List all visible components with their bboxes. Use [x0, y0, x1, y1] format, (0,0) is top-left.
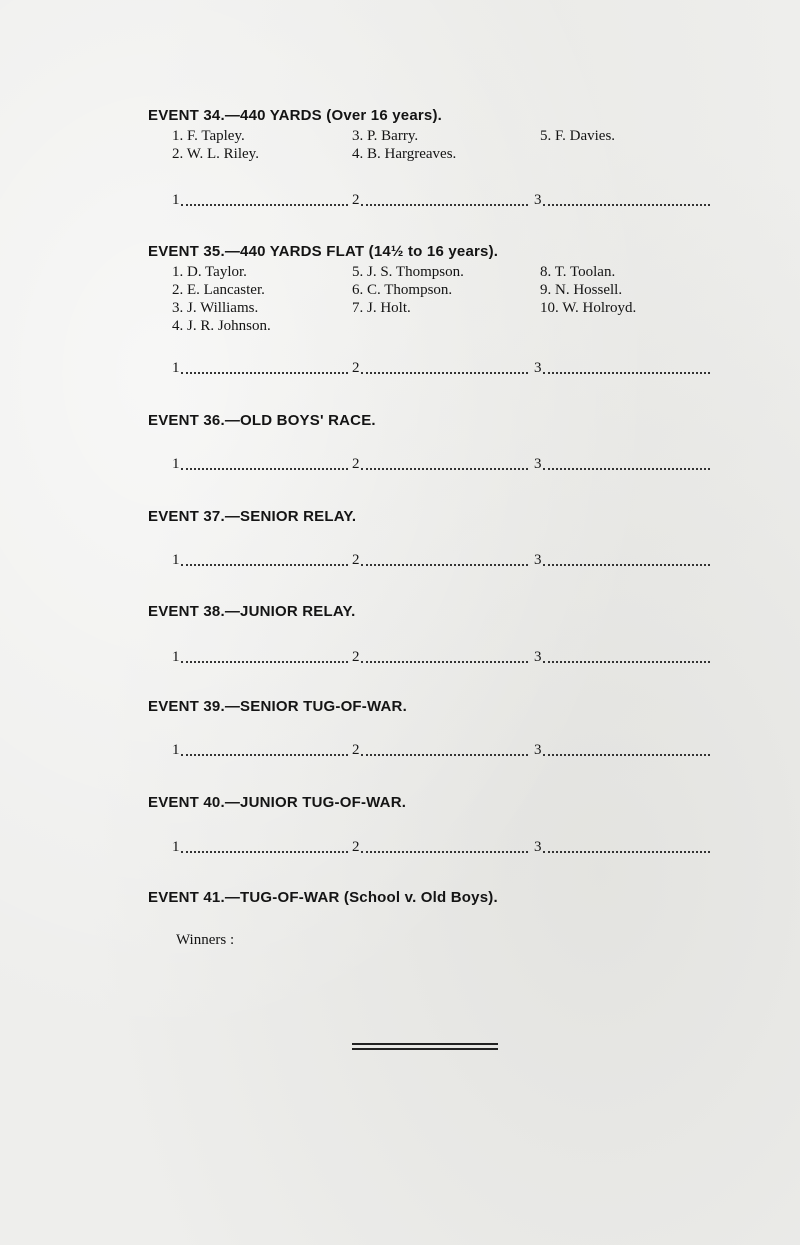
- dotted-line: [361, 468, 528, 470]
- dotted-line: [181, 204, 348, 206]
- event-heading: EVENT 39.—SENIOR TUG-OF-WAR.: [148, 698, 407, 715]
- entrant-name: 6. C. Thompson.: [352, 282, 453, 298]
- entrant-name: 8. T. Toolan.: [540, 264, 616, 280]
- placing-slot: [172, 454, 348, 474]
- event-heading: EVENT 36.—OLD BOYS' RACE.: [148, 412, 376, 429]
- dotted-line: [361, 564, 528, 566]
- placing-slot: [352, 358, 528, 378]
- placing-slot: [172, 837, 348, 857]
- placing-number: 1: [172, 360, 180, 376]
- placing-number: 1: [172, 649, 180, 665]
- placing-slot: [172, 647, 348, 667]
- dotted-line: [181, 661, 348, 663]
- placings-row: [148, 454, 728, 476]
- placing-slot: [534, 647, 710, 667]
- dotted-line: [181, 372, 348, 374]
- placing-number: 2: [352, 839, 360, 855]
- placing-number: 3: [534, 649, 542, 665]
- placing-number: 2: [352, 649, 360, 665]
- entrant-name: 3. J. Williams.: [172, 300, 259, 316]
- dotted-line: [181, 564, 348, 566]
- event-block: [148, 507, 728, 568]
- placing-number: 2: [352, 360, 360, 376]
- dotted-line: [361, 851, 528, 853]
- placings-row: [148, 358, 728, 380]
- placing-slot: [534, 550, 710, 570]
- placing-slot: [172, 550, 348, 570]
- placing-slot: [534, 454, 710, 474]
- entrant-name: 4. B. Hargreaves.: [352, 146, 457, 162]
- placing-number: 2: [352, 456, 360, 472]
- event-heading: EVENT 34.—440 YARDS (Over 16 years).: [148, 107, 443, 124]
- placing-slot: [352, 740, 528, 760]
- dotted-line: [181, 754, 348, 756]
- event-heading: EVENT 38.—JUNIOR RELAY.: [148, 603, 356, 620]
- placing-slot: [534, 190, 710, 210]
- placing-number: 2: [352, 742, 360, 758]
- placings-row: [148, 837, 728, 859]
- placing-number: 2: [352, 552, 360, 568]
- entrants-list: [148, 128, 728, 164]
- dotted-line: [543, 661, 710, 663]
- placing-number: 3: [534, 456, 542, 472]
- entrant-name: 2. W. L. Riley.: [172, 146, 259, 162]
- placing-slot: [172, 190, 348, 210]
- dotted-line: [181, 468, 348, 470]
- winners-label: Winners :: [176, 932, 235, 948]
- dotted-line: [543, 372, 710, 374]
- event-block: [148, 602, 728, 665]
- placing-number: 3: [534, 742, 542, 758]
- entrant-name: 1. D. Taylor.: [172, 264, 247, 280]
- placing-slot: [352, 837, 528, 857]
- placings-row: [148, 740, 728, 762]
- event-block: [148, 888, 728, 908]
- entrant-name: 3. P. Barry.: [352, 128, 419, 144]
- dotted-line: [361, 661, 528, 663]
- event-block: [148, 411, 728, 472]
- placing-number: 2: [352, 192, 360, 208]
- placing-number: 1: [172, 192, 180, 208]
- dotted-line: [543, 468, 710, 470]
- event-block: [148, 242, 728, 376]
- event-heading: EVENT 35.—440 YARDS FLAT (14½ to 16 years).: [148, 243, 499, 260]
- placings-row: [148, 647, 728, 669]
- placing-slot: [172, 740, 348, 760]
- dotted-line: [361, 204, 528, 206]
- placing-slot: [534, 740, 710, 760]
- placing-number: 3: [534, 552, 542, 568]
- event-block: [148, 697, 728, 758]
- dotted-line: [361, 372, 528, 374]
- rule-line-top: [352, 1043, 498, 1045]
- entrant-name: 4. J. R. Johnson.: [172, 318, 271, 334]
- entrant-name: 5. F. Davies.: [540, 128, 616, 144]
- placing-number: 3: [534, 360, 542, 376]
- event-block: [148, 106, 728, 208]
- dotted-line: [543, 204, 710, 206]
- placing-slot: [172, 358, 348, 378]
- placing-number: 1: [172, 456, 180, 472]
- placings-row: [148, 190, 728, 212]
- dotted-line: [543, 754, 710, 756]
- event-heading: EVENT 37.—SENIOR RELAY.: [148, 508, 357, 525]
- entrant-name: 5. J. S. Thompson.: [352, 264, 464, 280]
- placing-number: 3: [534, 192, 542, 208]
- entrant-name: 10. W. Holroyd.: [540, 300, 637, 316]
- event-heading: EVENT 40.—JUNIOR TUG-OF-WAR.: [148, 794, 407, 811]
- placing-slot: [352, 190, 528, 210]
- placings-row: [148, 550, 728, 572]
- placing-number: 3: [534, 839, 542, 855]
- entrant-name: 7. J. Holt.: [352, 300, 411, 316]
- dotted-line: [181, 851, 348, 853]
- dotted-line: [543, 851, 710, 853]
- entrant-name: 2. E. Lancaster.: [172, 282, 265, 298]
- placing-slot: [352, 454, 528, 474]
- rule-line-bottom: [352, 1048, 498, 1050]
- dotted-line: [543, 564, 710, 566]
- event-block: [148, 793, 728, 855]
- placing-number: 1: [172, 742, 180, 758]
- entrant-name: 9. N. Hossell.: [540, 282, 623, 298]
- placing-slot: [534, 837, 710, 857]
- placing-slot: [352, 647, 528, 667]
- dotted-line: [361, 754, 528, 756]
- placing-number: 1: [172, 839, 180, 855]
- double-rule: [352, 1043, 498, 1050]
- entrants-list: [148, 264, 728, 336]
- placing-slot: [534, 358, 710, 378]
- placing-slot: [352, 550, 528, 570]
- entrant-name: 1. F. Tapley.: [172, 128, 245, 144]
- placing-number: 1: [172, 552, 180, 568]
- event-heading: EVENT 41.—TUG-OF-WAR (School v. Old Boys).: [148, 889, 498, 906]
